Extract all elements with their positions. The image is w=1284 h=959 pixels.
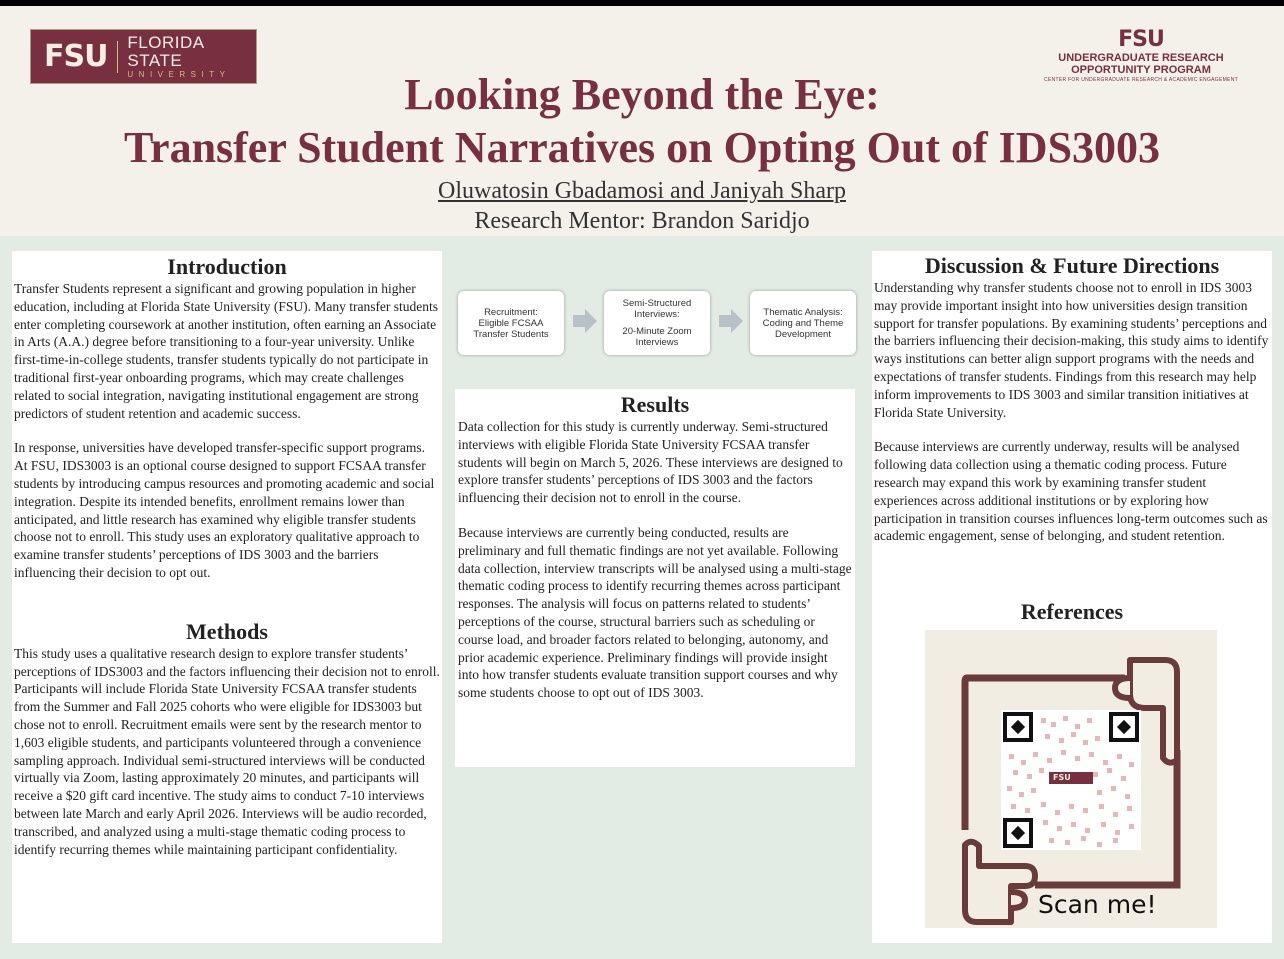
introduction-methods-panel [12, 251, 442, 943]
qr-finder-bottom-left [1003, 818, 1033, 848]
flow-step2-line2: Interviews: [634, 309, 680, 320]
logo-divider [117, 41, 118, 73]
references-heading: References [1020, 599, 1124, 624]
qr-finder-top-right [1109, 712, 1139, 742]
process-flowchart [455, 251, 855, 371]
poster-title-line1: Looking Beyond the Eye: [404, 70, 880, 119]
introduction-paragraph-2: In response, universities have developed transfer-specific support programs. At FSU, IDS3003 is an optional course designed to support FCSAA transfer students by introducing campus resources and promoting academic and social integration. Despite its intended benefits, enrollment remains lower than anticipated, and little research has examined why eligible transfer students choose not to enroll. This study uses an exploratory qualitative approach to examine transfer students’ perceptions of IDS 3003 and the barriers influencing their decision to opt out. [14, 440, 435, 580]
results-heading: Results [620, 392, 690, 417]
hand-bottom-icon [965, 842, 1035, 922]
discussion-heading: Discussion & Future Directions [924, 253, 1220, 278]
authors: Oluwatosin Gbadamosi and Janiyah Sharp [438, 178, 846, 204]
flow-arrow-2-shaft [719, 315, 731, 327]
flow-step-analysis [750, 291, 856, 355]
flow-step3-line2: Coding and Theme [762, 317, 844, 329]
flow-step-interviews [604, 291, 710, 355]
flow-step-recruitment [458, 291, 564, 355]
flow-step1-line2: Eligible FCSAA [478, 317, 544, 329]
right-arrow-icon [585, 309, 597, 333]
urop-line3: CENTER FOR UNDERGRADUATE RESEARCH & ACADEMIC ENGAGEMENT [1044, 77, 1238, 83]
flow-step1-line3: Transfer Students [473, 328, 549, 340]
right-arrow-icon [731, 309, 743, 333]
introduction-heading: Introduction [167, 254, 287, 279]
logo-name: FLORIDA STATE [127, 32, 204, 70]
logo-sub: UNIVERSITY [127, 69, 231, 79]
urop-fsu-mark: FSU [1118, 27, 1164, 52]
research-mentor: Research Mentor: Brandon Saridjo [474, 208, 810, 234]
methods-heading: Methods [186, 618, 268, 644]
methods-paragraph: This study uses a qualitative research design to explore transfer students’ perceptions of IDS3003 and the factors influencing their decision not to enroll. Participants will include Florida State University FCSAA transfer students from the Summer and Fall 2025 cohorts who were eligible for IDS3003 but chose not to enroll. Recruitment emails were sent by the research mentor to 1,603 eligible students, and participants volunteered through a convenience sampling approach. Individual semi-structured interviews will be conducted virtually via Zoom, lasting approximately 20 minutes, and participants will receive a $20 gift card incentive. The study aims to conduct 7-10 interviews between late March and early April 2026. Interviews will be audio recorded, transcribed, and analyzed using a multi-stage thematic coding process to identify recurring themes while maintaining participant confidentiality. [14, 645, 440, 857]
flow-step3-line1: Thematic Analysis: [763, 306, 843, 318]
flow-arrow-1-shaft [573, 315, 585, 327]
discussion-paragraph-2: Because interviews are currently underway, results will be analysed following data collection using a thematic coding process. Future research may expand this work by examining transfer student experiences across additional institutions or by exploring how participation in transition courses influences long-term outcomes such as academic engagement, sense of belonging, and student retention. [874, 439, 1268, 544]
qr-finder-top-left [1003, 712, 1033, 742]
results-paragraph-2: Because interviews are currently being conducted, results are preliminary and full thematic findings are not yet available. Following data collection, interview transcripts will be analysed using a multi-stage thematic coding process to identify recurring themes across participant responses. The analysis will focus on patterns related to students’ perceptions of the course, structural barriers such as scheduling or course load, and broader factors related to belonging, autonomy, and prior academic experience. Preliminary findings will provide insight into how transfer students evaluate transition support courses and why some students choose to opt out of IDS 3003. [458, 524, 852, 701]
urop-line2: OPPORTUNITY PROGRAM [1071, 64, 1211, 76]
flow-step2-line1: Semi-Structured [622, 298, 692, 309]
flow-step3-line3: Development [775, 328, 831, 340]
poster-title-line2: Transfer Student Narratives on Opting Out of IDS3003 [123, 123, 1161, 172]
poster-header [0, 6, 1284, 236]
flow-step1-line1: Recruitment: [484, 306, 538, 318]
introduction-paragraph-1: Transfer Students represent a significant and growing population in higher education, including at Florida State University (FSU). Many transfer students enter completing coursework at another institution, often earning an Associate in Arts (A.A.) degree before transitioning to a four-year university. Unlike first-time-in-college students, transfer students typically do not participate in traditional first-year onboarding programs, which may create challenges related to social integration, navigating institutional engagement are strong predictors of student retention and academic success. [14, 281, 439, 421]
qr-code[interactable] [1001, 710, 1141, 850]
discussion-paragraph-1: Understanding why transfer students choose not to enroll in IDS 3003 may provide important insight into how universities design transition support for transfer populations. By examining students’ perceptions and the barriers influencing their decision-making, this study aims to identify ways institutions can better align support programs with the needs and expectations of transfer students. Findings from this research may help inform improvements to IDS 3003 and similar transition initiatives at Florida State University. [874, 280, 1269, 420]
flow-step2-line3: 20-Minute Zoom [622, 326, 692, 337]
scan-me-label: Scan me! [1038, 890, 1157, 919]
results-panel [455, 389, 855, 767]
results-paragraph-1: Data collection for this study is currently underway. Semi-structured interviews with eligible Florida State University FCSAA transfer students will begin on March 5, 2026. These interviews are designed to explore transfer students’ perceptions of IDS 3003 and the factors influencing their decision not to enroll in the course. [458, 419, 843, 506]
urop-line1: UNDERGRADUATE RESEARCH [1058, 52, 1224, 64]
flow-step2-line4: Interviews [635, 337, 679, 348]
qr-code-card [925, 630, 1217, 928]
qr-center-text: FSU [1053, 773, 1071, 782]
fsu-logo-mark: FSU [44, 39, 108, 74]
